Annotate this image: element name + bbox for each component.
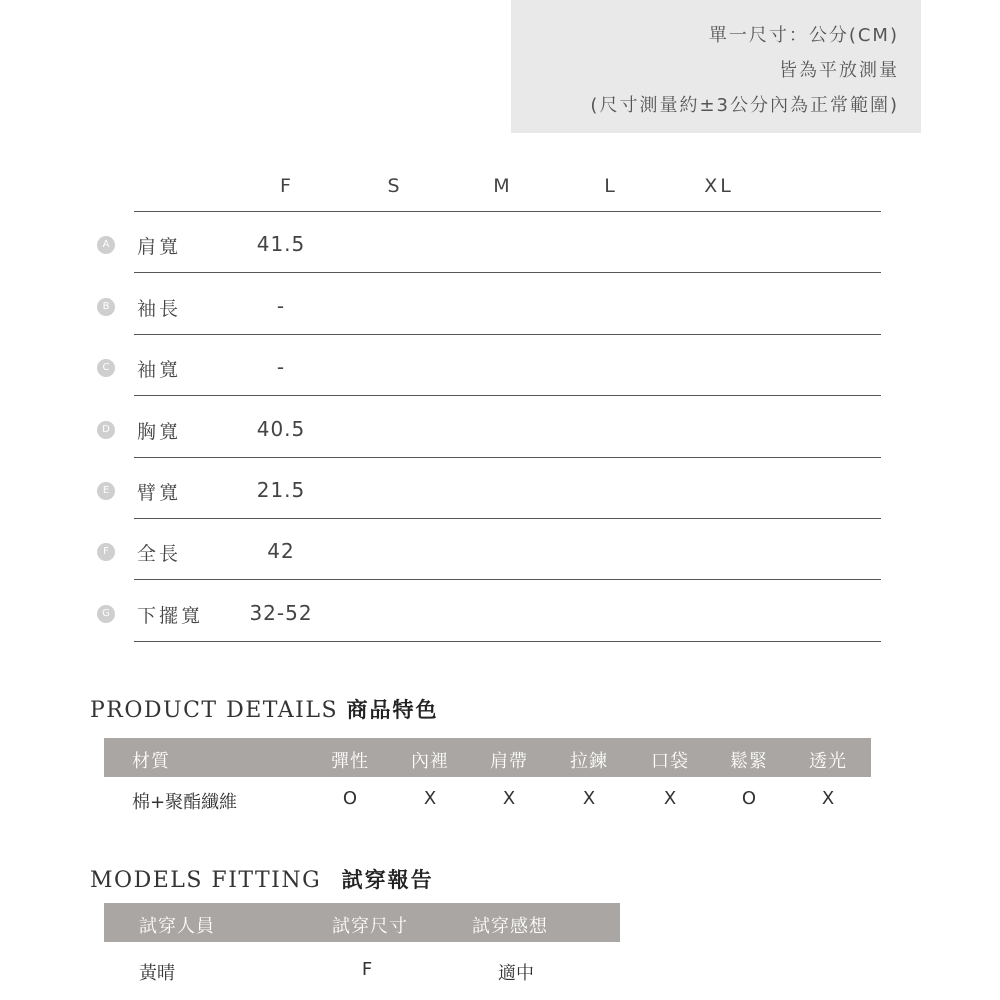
models-fitting-title-en: MODELS FITTING	[90, 868, 322, 893]
measurement-row	[0, 274, 1000, 335]
measurement-value: 40.5	[256, 417, 306, 441]
header-material: 材質	[132, 751, 170, 772]
header-straps: 肩帶	[490, 751, 528, 772]
measurement-value: -	[276, 355, 286, 379]
models-fitting-row	[104, 950, 620, 990]
marker-e-icon: E	[97, 482, 115, 500]
measurement-label: 肩寬	[137, 236, 182, 258]
unit-note: 單一尺寸：公分(CM)	[708, 25, 899, 46]
cell-straps: X	[502, 788, 516, 809]
cell-sheerness: X	[821, 788, 835, 809]
size-xl: XL	[704, 175, 734, 197]
product-details-row	[104, 779, 871, 819]
cell-model-name: 黃晴	[139, 963, 175, 984]
header-zipper: 拉鍊	[570, 751, 608, 772]
header-model: 試穿人員	[139, 916, 215, 937]
marker-f-icon: F	[97, 543, 115, 561]
cell-fit-size: F	[361, 959, 373, 980]
measurement-label: 全長	[137, 543, 182, 565]
models-fitting-title-zh: 試穿報告	[341, 868, 434, 892]
cell-elasticity: O	[342, 788, 358, 809]
measurement-row	[0, 458, 1000, 519]
size-l: L	[604, 175, 618, 197]
row-divider	[134, 641, 881, 642]
cell-lining: X	[423, 788, 437, 809]
size-m: M	[493, 175, 513, 197]
measurement-label: 臂寬	[137, 482, 182, 504]
header-fit-size: 試穿尺寸	[332, 916, 408, 937]
measurement-row	[0, 581, 1000, 642]
measure-method-note: 皆為平放測量	[779, 60, 899, 81]
marker-c-icon: C	[97, 359, 115, 377]
cell-pockets: X	[663, 788, 677, 809]
product-details-title	[90, 694, 439, 724]
marker-a-icon: A	[97, 236, 115, 254]
size-notes-box	[511, 0, 921, 133]
marker-d-icon: D	[97, 421, 115, 439]
cell-stretch: O	[741, 788, 757, 809]
product-details-title-en: PRODUCT DETAILS	[90, 698, 339, 723]
marker-b-icon: B	[97, 298, 115, 316]
size-header-row	[0, 175, 1000, 201]
header-pockets: 口袋	[651, 751, 689, 772]
measurement-value: 21.5	[256, 478, 306, 502]
marker-g-icon: G	[97, 605, 115, 623]
product-details-header	[104, 738, 871, 777]
header-fit-feedback: 試穿感想	[472, 916, 548, 937]
measurement-value: 42	[267, 539, 295, 563]
product-details-title-zh: 商品特色	[346, 698, 439, 722]
measurement-value: -	[276, 294, 286, 318]
measurement-value: 32-52	[249, 601, 313, 625]
measurement-value: 41.5	[256, 232, 306, 256]
header-sheerness: 透光	[809, 751, 847, 772]
row-divider	[134, 395, 881, 396]
row-divider	[134, 272, 881, 273]
cell-fit-feedback: 適中	[498, 963, 534, 984]
measurement-row	[0, 397, 1000, 458]
size-s: S	[387, 175, 403, 197]
models-fitting-title	[90, 864, 434, 894]
measurement-row	[0, 519, 1000, 580]
measurement-label: 袖寬	[137, 359, 182, 381]
header-stretch: 鬆緊	[730, 751, 768, 772]
measurement-label: 胸寬	[137, 421, 182, 443]
measurement-row	[0, 335, 1000, 396]
measurement-row	[0, 212, 1000, 273]
models-fitting-header	[104, 903, 620, 942]
tolerance-note: (尺寸測量約±3公分內為正常範圍)	[590, 95, 899, 116]
measurement-label: 下擺寬	[137, 605, 204, 627]
header-elasticity: 彈性	[331, 751, 369, 772]
size-f: F	[280, 175, 294, 197]
cell-material: 棉+聚酯纖維	[132, 792, 238, 813]
header-lining: 內裡	[411, 751, 449, 772]
cell-zipper: X	[582, 788, 596, 809]
row-divider	[134, 579, 881, 580]
measurement-label: 袖長	[137, 298, 182, 320]
